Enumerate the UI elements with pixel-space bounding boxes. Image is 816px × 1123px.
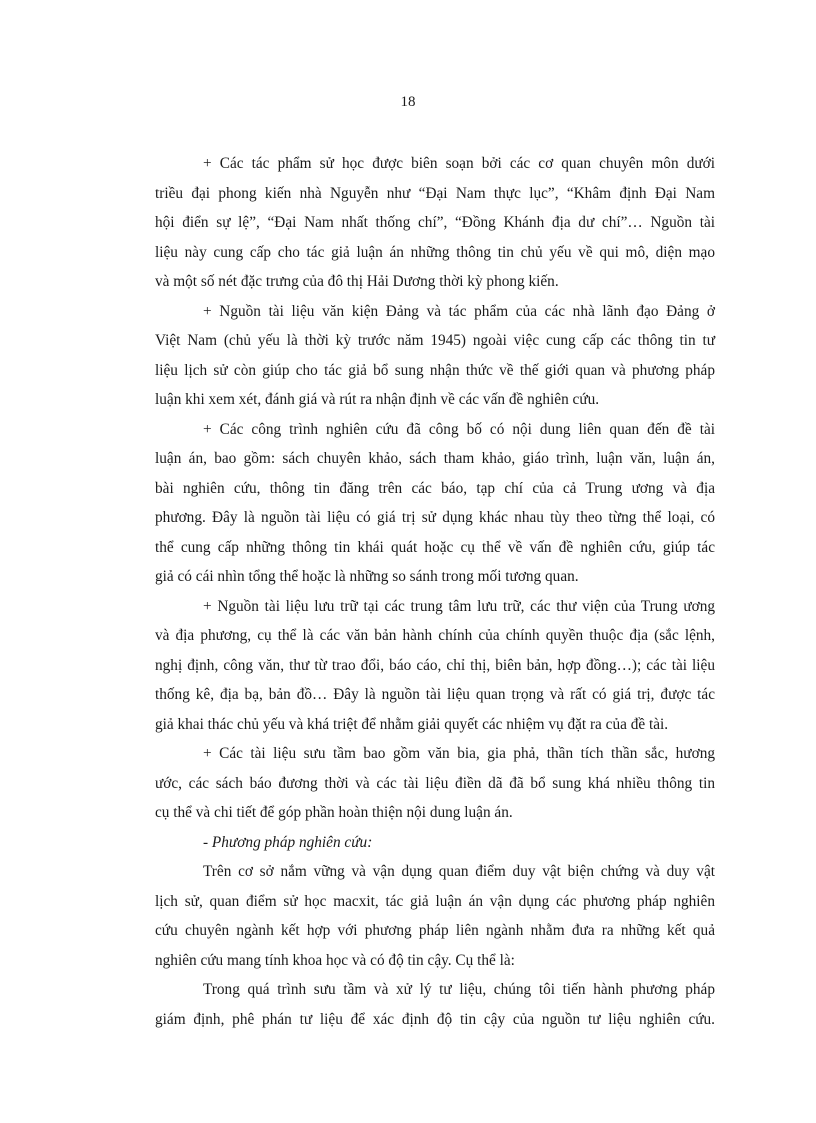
text-line: và một số nét đặc trưng của đô thị Hải Dương thời kỳ phong kiến. bbox=[155, 273, 559, 290]
text-line: bài nghiên cứu, thông tin đăng trên các báo, tạp chí của cả Trung ương và địa bbox=[155, 479, 715, 497]
text-line: và địa phương, cụ thể là các văn bản hành chính của chính quyền thuộc địa (sắc lệnh, bbox=[155, 627, 715, 644]
paragraph-archival-sources bbox=[155, 592, 715, 740]
text-line: nghị định, công văn, thư từ trao đổi, báo cáo, chỉ thị, biên bản, hợp đồng…); các tài liệu bbox=[155, 656, 715, 674]
text-line: Việt Nam (chủ yếu là thời kỳ trước năm 1945) ngoài việc cung cấp các thông tin tư bbox=[155, 332, 715, 349]
text-line: luận khi xem xét, đánh giá và rút ra nhận định về các vấn đề nghiên cứu. bbox=[155, 391, 600, 408]
text-line: triều đại phong kiến nhà Nguyễn như “Đại Nam thực lục”, “Khâm định Đại Nam bbox=[155, 184, 715, 202]
text-line: + Các tài liệu sưu tầm bao gồm văn bia, gia phả, thần tích thần sắc, hương bbox=[203, 745, 715, 762]
paragraph-source-criticism bbox=[155, 975, 715, 1034]
paragraph-party-documents bbox=[155, 297, 715, 415]
text-line: liệu lịch sử còn giúp cho tác giả bổ sung nhận thức về thế giới quan và phương pháp bbox=[155, 361, 715, 379]
text-line: + Các tác phẩm sử học được biên soạn bởi các cơ quan chuyên môn dưới bbox=[203, 155, 715, 172]
paragraph-historical-works bbox=[155, 149, 715, 297]
text-line: thể cung cấp những thông tin khái quát hoặc cụ thể về vấn đề nghiên cứu, giúp tác bbox=[155, 538, 715, 556]
text-line: Trên cơ sở nắm vững và vận dụng quan điểm duy vật biện chứng và duy vật bbox=[203, 863, 715, 880]
page-number: 18 bbox=[400, 94, 416, 110]
text-line: cụ thể và chi tiết để góp phần hoàn thiện nội dung luận án. bbox=[155, 804, 513, 821]
text-line: nghiên cứu mang tính khoa học và có độ tin cậy. Cụ thể là: bbox=[155, 951, 515, 969]
paragraph-published-research bbox=[155, 415, 715, 592]
section-heading: - Phương pháp nghiên cứu: bbox=[203, 833, 373, 851]
text-line: + Nguồn tài liệu văn kiện Đảng và tác phẩm của các nhà lãnh đạo Đảng ở bbox=[203, 302, 715, 320]
text-line: lịch sử, quan điểm sử học macxit, tác giả luận án vận dụng các phương pháp nghiên bbox=[155, 892, 715, 910]
text-line: giả có cái nhìn tổng thể hoặc là những so sánh trong mối tương quan. bbox=[155, 568, 579, 585]
paragraph-methodology bbox=[155, 857, 715, 975]
text-line: hội điển sự lệ”, “Đại Nam nhất thống chí”, “Đồng Khánh địa dư chí”… Nguồn tài bbox=[155, 214, 715, 231]
section-heading-research-methods bbox=[155, 828, 715, 858]
text-line: liệu này cung cấp cho tác giả luận án những thông tin chủ yếu về qui mô, diện mạo bbox=[155, 243, 715, 261]
text-line: Trong quá trình sưu tầm và xử lý tư liệu, chúng tôi tiến hành phương pháp bbox=[203, 981, 715, 998]
text-line: giám định, phê phán tư liệu để xác định độ tin cậy của nguồn tư liệu nghiên cứu. bbox=[155, 1010, 715, 1028]
document-body bbox=[155, 149, 715, 1034]
text-line: phương. Đây là nguồn tài liệu có giá trị sử dụng khác nhau tùy theo từng thể loại, có bbox=[155, 509, 715, 526]
text-line: + Các công trình nghiên cứu đã công bố có nội dung liên quan đến đề tài bbox=[203, 420, 715, 438]
text-line: giả khai thác chủ yếu và khá triệt để nhằm giải quyết các nhiệm vụ đặt ra của đề tài. bbox=[155, 715, 669, 733]
text-line: ước, các sách báo đương thời và các tài liệu điền dã đã bổ sung khá nhiều thông tin bbox=[155, 774, 715, 792]
text-line: luận án, bao gồm: sách chuyên khảo, sách tham khảo, giáo trình, luận văn, luận án, bbox=[155, 450, 715, 467]
text-line: cứu chuyên ngành kết hợp với phương pháp liên ngành nhằm đưa ra những kết quả bbox=[155, 922, 715, 939]
text-line: + Nguồn tài liệu lưu trữ tại các trung tâm lưu trữ, các thư viện của Trung ương bbox=[203, 597, 715, 615]
paragraph-collected-materials bbox=[155, 739, 715, 828]
text-line: thống kê, địa bạ, bản đồ… Đây là nguồn tài liệu quan trọng và rất có giá trị, được tác bbox=[155, 686, 715, 703]
